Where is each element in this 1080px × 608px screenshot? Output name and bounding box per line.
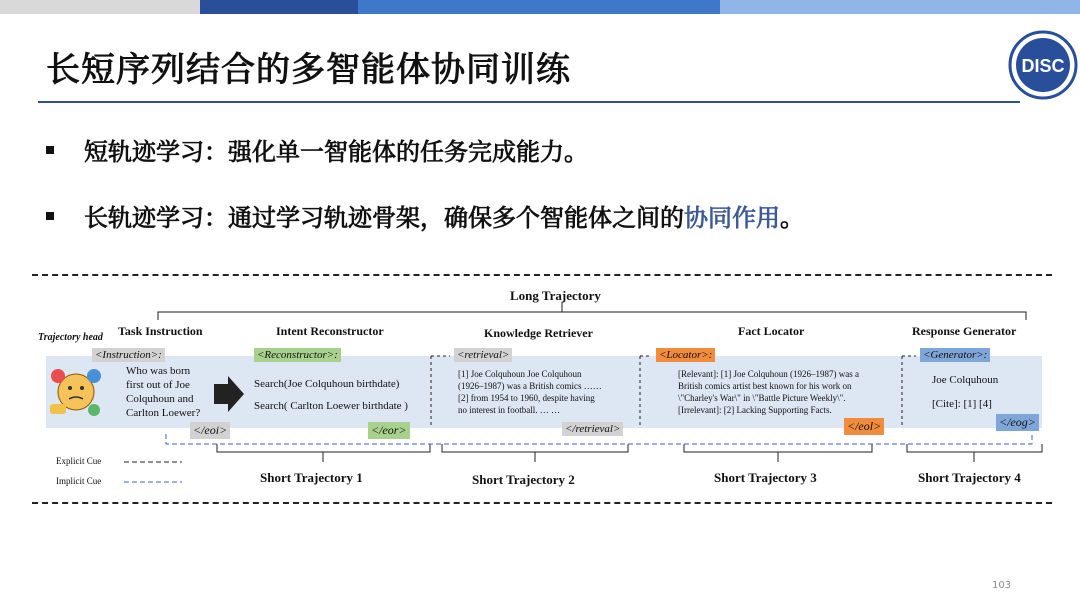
trajectory-figure [32,272,1052,508]
bullet-long-trajectory [46,198,804,233]
retrieved-line: (1926–1987) was a British comics …… [458,381,602,391]
bullet-text: 短轨迹学习：强化单一智能体的任务完成能力。 [84,138,588,166]
short-trajectory-2: Short Trajectory 2 [472,472,575,487]
question-line: first out of Joe [126,379,190,391]
legend-explicit: Explicit Cue [56,456,102,466]
retrieval-tag: <retrieval> [454,348,512,362]
reconstructor-tag: <Reconstructor>: [254,348,341,362]
top-bar-segment-light [720,0,1080,14]
fact-locator-header: Fact Locator [738,324,805,338]
top-bar-segment-dark [200,0,358,14]
instruction-tag: <Instruction>: [92,348,165,362]
bullet-highlight: 协同作用 [684,204,780,232]
question-text [126,364,200,420]
fact-list [678,368,859,416]
retrieved-line: [1] Joe Colquhoun Joe Colquhoun [458,369,582,379]
question-line: Who was born [126,365,191,377]
search-line-1: Search(Joe Colquhoun birthdate) [254,378,400,390]
retrieved-docs [458,368,602,416]
intent-reconstructor-header: Intent Reconstructor [276,324,384,338]
generator-tag: <Generator>: [920,348,990,362]
task-instruction-header: Task Instruction [118,324,203,338]
knowledge-retriever-header: Knowledge Retriever [484,326,593,340]
page-number: 103 [992,580,1012,591]
response-generator-header: Response Generator [912,324,1017,338]
logo-text: DISC [1021,56,1065,76]
question-line: Colquhoun and [126,393,194,405]
answer-text: Joe Colquhoun [932,374,999,386]
top-bar-segment-gray [0,0,200,14]
bullet-short-trajectory [46,132,588,167]
short-trajectory-1: Short Trajectory 1 [260,470,363,485]
long-trajectory-label: Long Trajectory [510,288,601,303]
eog-tag: </eog> [996,414,1039,431]
short-trajectory-4: Short Trajectory 4 [918,470,1021,485]
cite-text: [Cite]: [1] [4] [932,398,992,410]
search-line-2: Search( Carlton Loewer birthdate ) [254,400,408,412]
top-bar-segment-mid [358,0,720,14]
fact-line: \"Charley's War\" in \"Battle Picture Weekly\". [678,393,846,403]
question-line: Carlton Loewer? [126,407,201,419]
short-trajectory-3: Short Trajectory 3 [714,470,817,485]
retrieved-line: [2] from 1954 to 1960, despite having [458,393,595,403]
fact-line: [Irrelevant]: [2] Lacking Supporting Facts. [678,405,832,415]
top-color-bar [0,0,1080,14]
fact-line: [Relevant]: [1] Joe Colquhoun (1926–1987) was a [678,369,859,379]
bullet-text: 长轨迹学习：通过学习轨迹骨架，确保多个智能体之间的 [84,204,684,232]
retrieved-line: no interest in football. … … [458,405,560,415]
bullet-suffix: 。 [780,204,804,232]
retrieval-end-tag: </retrieval> [562,422,623,436]
bullet-square-icon [46,146,54,154]
legend-implicit: Implicit Cue [56,476,102,486]
fact-line: British comics artist best known for his work on [678,381,852,391]
question-person-icon [48,366,104,418]
eoi-tag: </eoi> [190,422,230,439]
eol-tag: </eol> [844,418,884,435]
title-underline [38,101,1020,103]
locator-tag: <Locator>: [656,348,715,362]
disc-logo [1008,30,1078,100]
bullet-square-icon [46,212,54,220]
eor-tag: </eor> [368,422,410,439]
trajectory-head-label: Trajectory head [38,332,103,343]
slide-title: 长短序列结合的多智能体协同训练 [46,50,571,90]
